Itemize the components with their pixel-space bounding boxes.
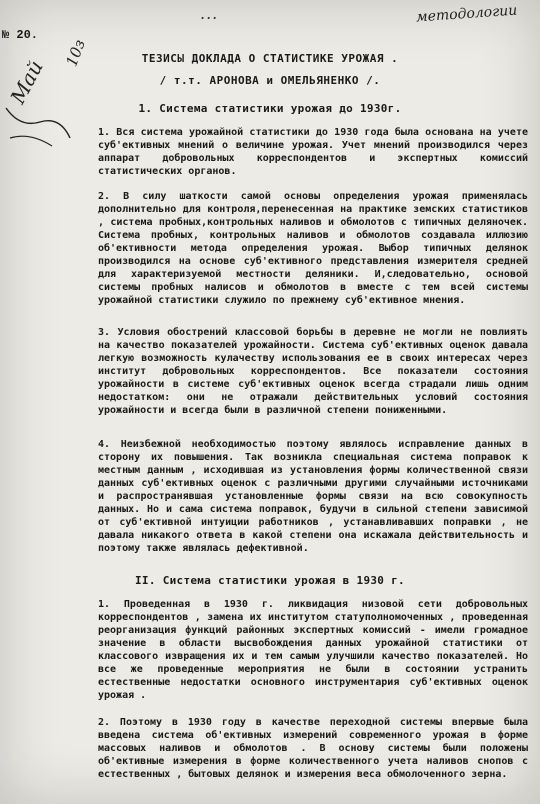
handwritten-stamp: ... bbox=[200, 4, 219, 23]
page-number: № 20. bbox=[2, 28, 39, 42]
section-1-paragraph-2: 2. В силу шаткости самой основы определения урожая применялась дополнительно для контроля,перенесенная на практике земских статистиков , система пробных,контрольных наливов и обмолотов с типичных деляночек. Система пробных, контрольных наливов и обмолотов создавала иллюзию об'ективности метода определения урожая. Выбор типичных делянок производился на основе суб'ективного представления измерителя средней для характеризуемой местности деляники. И,следовательно, основой системы пробных налисов и обмолотов в вместе с тем всей системы урожайной статистики служило по прежнему суб'ективное мнения. bbox=[98, 191, 528, 306]
section-1-heading: 1. Система статистики урожая до 1930г. bbox=[138, 102, 402, 115]
handwritten-note-right: методологии bbox=[415, 2, 518, 26]
document-title: ТЕЗИСЫ ДОКЛАДА О СТАТИСТИКЕ УРОЖАЯ . bbox=[141, 52, 399, 65]
document-authors: / т.т. АРОНОВА и ОМЕЛЬЯНЕНКО /. bbox=[159, 74, 381, 87]
handwritten-month: Май bbox=[5, 56, 48, 108]
section-2-paragraph-2: 2. Поэтому в 1930 году в качестве переходной системы впервые была введена система об'ективных измерений современного урожая в форме массовых наливов и обмолотов . В основу системы были положены об'ективные измерения в форме количественного учета наливов снопов с естественных , бытовых делянок и измерения веса обмолоченного зерна. bbox=[98, 717, 528, 780]
section-1-paragraph-4: 4. Неизбежной необходимостью поэтому являлось исправление данных в сторону их повышения. Так возникла специальная система поправок к местным данным , исходившая из установления формы количественной связи данных суб'ективных оценок с различными другими случайными источниками и распространявшая установленные формы связи на всю совокупность данных. Но и сама система поправок, будучи в сильной степени зависимой от суб'ективной интуиции работников , устанавливавших поправки , не давала никакого ответа в какой степени она искажала действительность и поэтому также являлась дефективной. bbox=[98, 439, 528, 554]
section-1-paragraph-1: 1. Вся система урожайной статистики до 1930 года была основана на учете суб'ективных мнений о величине урожая. Учет мнений производился через аппарат добровольных корреспондентов и экспертных комиссий статистических органов. bbox=[98, 127, 528, 177]
section-2-paragraph-1: 1. Проведенная в 1930 г. ликвидация низовой сети добровольных корреспондентов , замена их институтом статуполномоченных , проведенная реорганизация функций районных экспертных комиссий - имели громадное значение в области высвобождения данных урожайной статистики от классового извращения их и тем самым улучшили качество показателей. Но все же проведенные мероприятия не были в состоянии устранить естественные недостатки основного инструментария суб'ективных оценок урожая . bbox=[98, 599, 528, 701]
section-1-paragraph-3: 3. Условия обострений классовой борьбы в деревне не могли не повлиять на качество показателей урожайности. Система суб'ективных оценок давала легкую возможность кулачеству использования ее в своих интересах через институт добровольных корреспондентов. Все показатели состояния урожайности в системе суб'ективных оценок всегда страдали лишь одним недостатком: они не отражали действительных условий состояния урожайности и всегда были в различной степени пониженными. bbox=[98, 327, 528, 416]
handwritten-number: 10з bbox=[62, 37, 89, 69]
section-2-heading: II. Система статистики урожая в 1930 г. bbox=[135, 574, 405, 587]
